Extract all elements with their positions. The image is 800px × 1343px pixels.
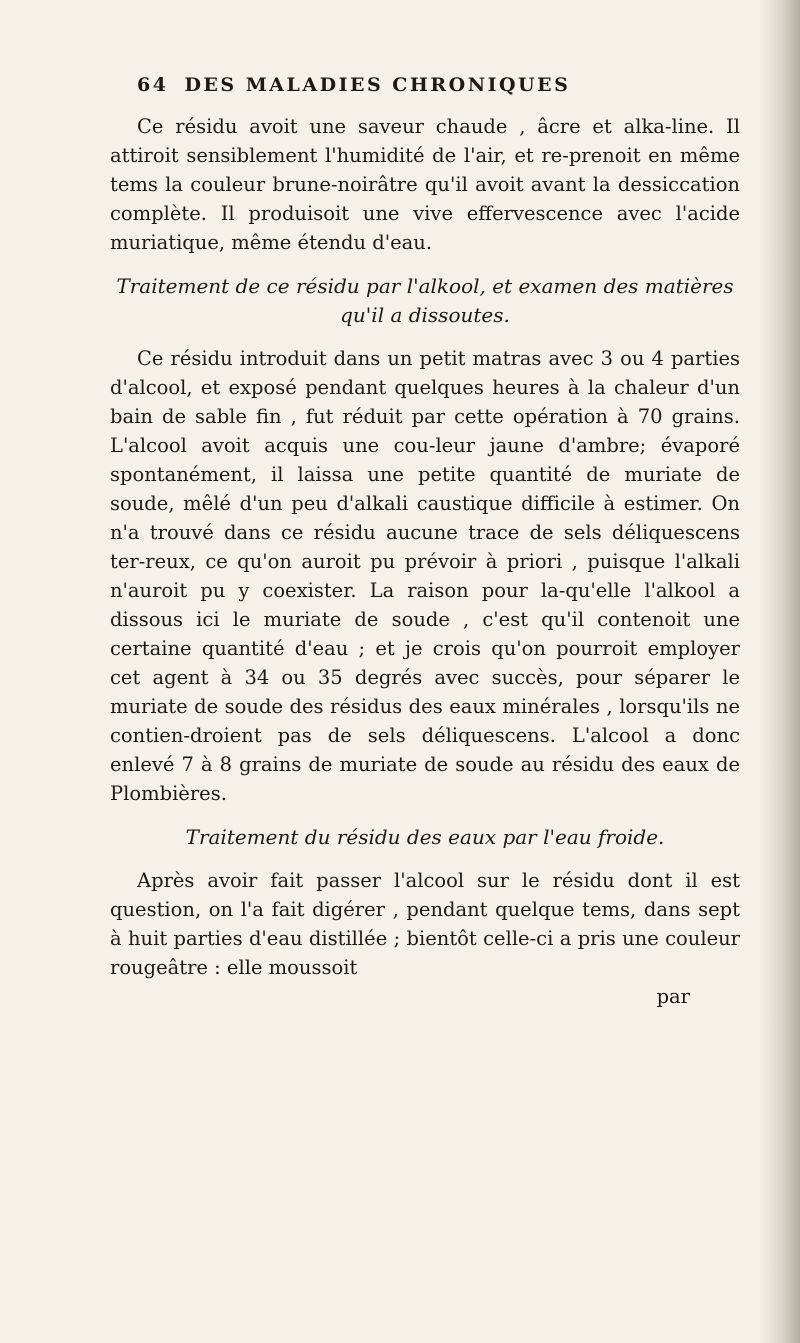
text-block: [110, 74, 740, 1011]
paragraph-residue-properties: Ce résidu avoit une saveur chaude , âcre et alka-line. Il attiroit sensiblement l'humidité de l'air, et re-prenoit en même tems la couleur brune-noirâtre qu'il avoit avant la dessiccation complète. Il produisoit une vive effervescence avec l'acide muriatique, même étendu d'eau.: [110, 115, 740, 254]
paragraph-cold-water-treatment: Après avoir fait passer l'alcool sur le résidu dont il est question, on l'a fait digérer , pendant quelque tems, dans sept à huit parties d'eau distillée ; bientôt celle-ci a pris une couleur rougeâtre : elle moussoit: [110, 869, 740, 979]
running-header: [137, 74, 740, 112]
running-title: DES MALADIES CHRONIQUES: [184, 74, 571, 96]
page-number: 64: [137, 74, 169, 96]
catchword: par: [656, 985, 690, 1008]
section-heading-cold-water: Traitement du résidu des eaux par l'eau froide.: [185, 825, 665, 849]
section-heading-alkool: Traitement de ce résidu par l'alkool, et examen des matières qu'il a dissoutes.: [116, 274, 734, 327]
paragraph-alkool-treatment: Ce résidu introduit dans un petit matras avec 3 ou 4 parties d'alcool, et exposé pendant quelques heures à la chaleur d'un bain de sable fin , fut réduit par cette opération à 70 grains. L'alcool avoit acquis une cou-leur jaune d'ambre; évaporé spontanément, il laissa une petite quantité de muriate de soude, mêlé d'un peu d'alkali caustique difficile à estimer. On n'a trouvé dans ce résidu aucune trace de sels déliquescens ter-reux, ce qu'on auroit pu prévoir à priori , puisque l'alkali n'auroit pu y coexister. La raison pour la-qu'elle l'alkool a dissous ici le muriate de soude , c'est qu'il contenoit une certaine quantité d'eau ; et je crois qu'on pourroit employer cet agent à 34 ou 35 degrés avec succès, pour séparer le muriate de soude des résidus des eaux minérales , lorsqu'ils ne contien-droient pas de sels déliquescens. L'alcool a donc enlevé 7 à 8 grains de muriate de soude au résidu des eaux de Plombières.: [110, 347, 740, 805]
page-edge-shadow: [760, 0, 800, 1343]
